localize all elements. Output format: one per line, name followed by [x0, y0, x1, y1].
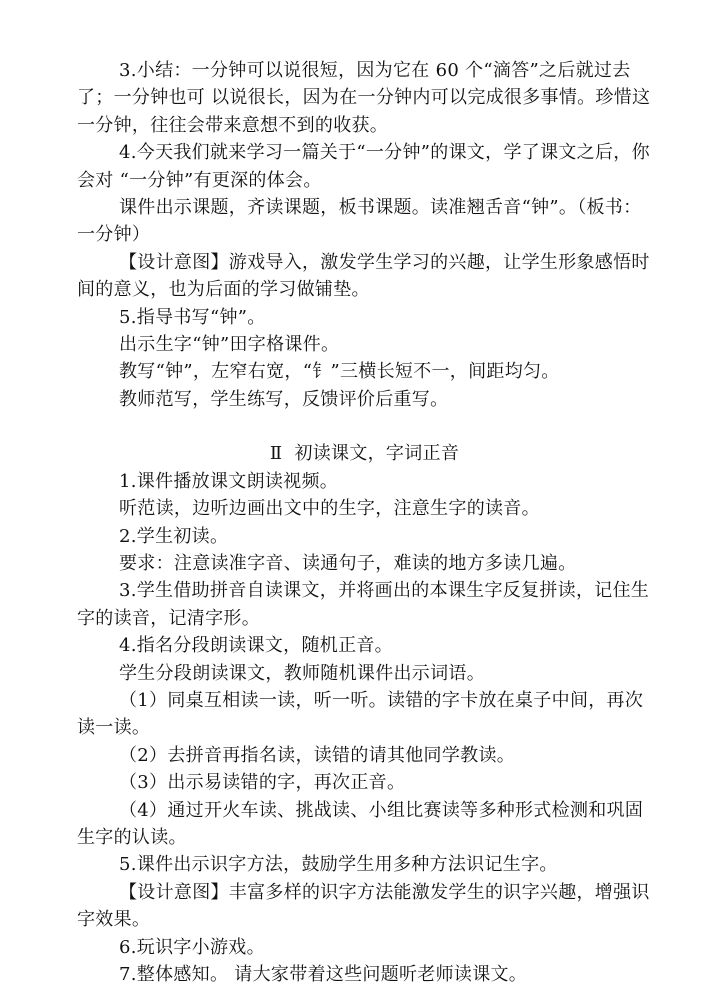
paragraph-step-4: （4）通过开火车读、挑战读、小组比赛读等多种形式检测和巩固生字的认读。 — [77, 799, 644, 848]
paragraph-game: 6.玩识字小游戏。 — [119, 936, 265, 958]
paragraph-listen: 听范读，边听边画出文中的生字，注意生字的读音。 — [119, 498, 540, 520]
paragraph-first-read: 2.学生初读。 — [119, 525, 229, 547]
paragraph-design-intent-2: 【设计意图】丰富多样的识字方法能激发学生的识字兴趣，增强识字效果。 — [77, 881, 650, 931]
paragraph-teach-writing: 教写“钟”，左窄右宽，“钅”三横长短不一，间距均匀。 — [119, 361, 560, 383]
paragraph-requirements: 要求：注意读准字音、读通句子，难读的地方多读几遍。 — [119, 552, 577, 574]
paragraph-show-title: 课件出示课题，齐读课题，板书课题。读准翘舌音“钟”。（板书：一分钟） — [77, 197, 642, 246]
paragraph-show-words: 学生分段朗读课文，教师随机课件出示词语。 — [119, 662, 485, 684]
section-heading — [77, 440, 652, 467]
section-title: 初读课文，字词正音 — [294, 443, 460, 465]
paragraph-step-3: （3）出示易读错的字，再次正音。 — [119, 772, 406, 794]
paragraph-literacy-methods: 5.课件出示识字方法，鼓励学生用多种方法识记生字。 — [119, 854, 558, 876]
paragraph-design-intent-1: 【设计意图】游戏导入，激发学生学习的兴趣，让学生形象感悟时间的意义，也为后面的学习做铺垫。 — [77, 251, 650, 301]
document-body — [77, 57, 652, 988]
paragraph-show-character: 出示生字“钟”田字格课件。 — [119, 334, 340, 356]
paragraph-summary: 3.小结：一分钟可以说很短，因为它在 60 个“滴答”之后就过去了；一分钟也可 以说很长，因为在一分钟内可以完成很多事情。珍惜这一分钟，往往会带来意想不到的收获。 — [77, 60, 651, 136]
paragraph-demo-writing: 教师范写，学生练写，反馈评价后重写。 — [119, 388, 449, 410]
paragraph-section-read: 4.指名分段朗读课文，随机正音。 — [119, 635, 393, 657]
paragraph-play-video: 1.课件播放课文朗读视频。 — [119, 470, 339, 492]
blank-line — [77, 413, 652, 440]
paragraph-guide-writing: 5.指导书写“钟”。 — [119, 306, 266, 328]
paragraph-intro-lesson: 4.今天我们就来学习一篇关于“一分钟”的课文，学了课文之后，你会对 “一分钟”有更深的体会。 — [77, 142, 650, 191]
paragraph-step-2: （2）去拼音再指名读，读错的请其他同学教读。 — [119, 744, 516, 766]
paragraph-overall: 7.整体感知。 请大家带着这些问题听老师读课文。 — [119, 964, 528, 985]
paragraph-step-1: （1）同桌互相读一读，听一听。读错的字卡放在桌子中间，再次读一读。 — [77, 689, 644, 739]
section-numeral: Ⅱ — [269, 443, 283, 465]
paragraph-self-read: 3.学生借助拼音自读课文，并将画出的本课生字反复拼读，记住生字的读音，记清字形。 — [77, 580, 650, 629]
